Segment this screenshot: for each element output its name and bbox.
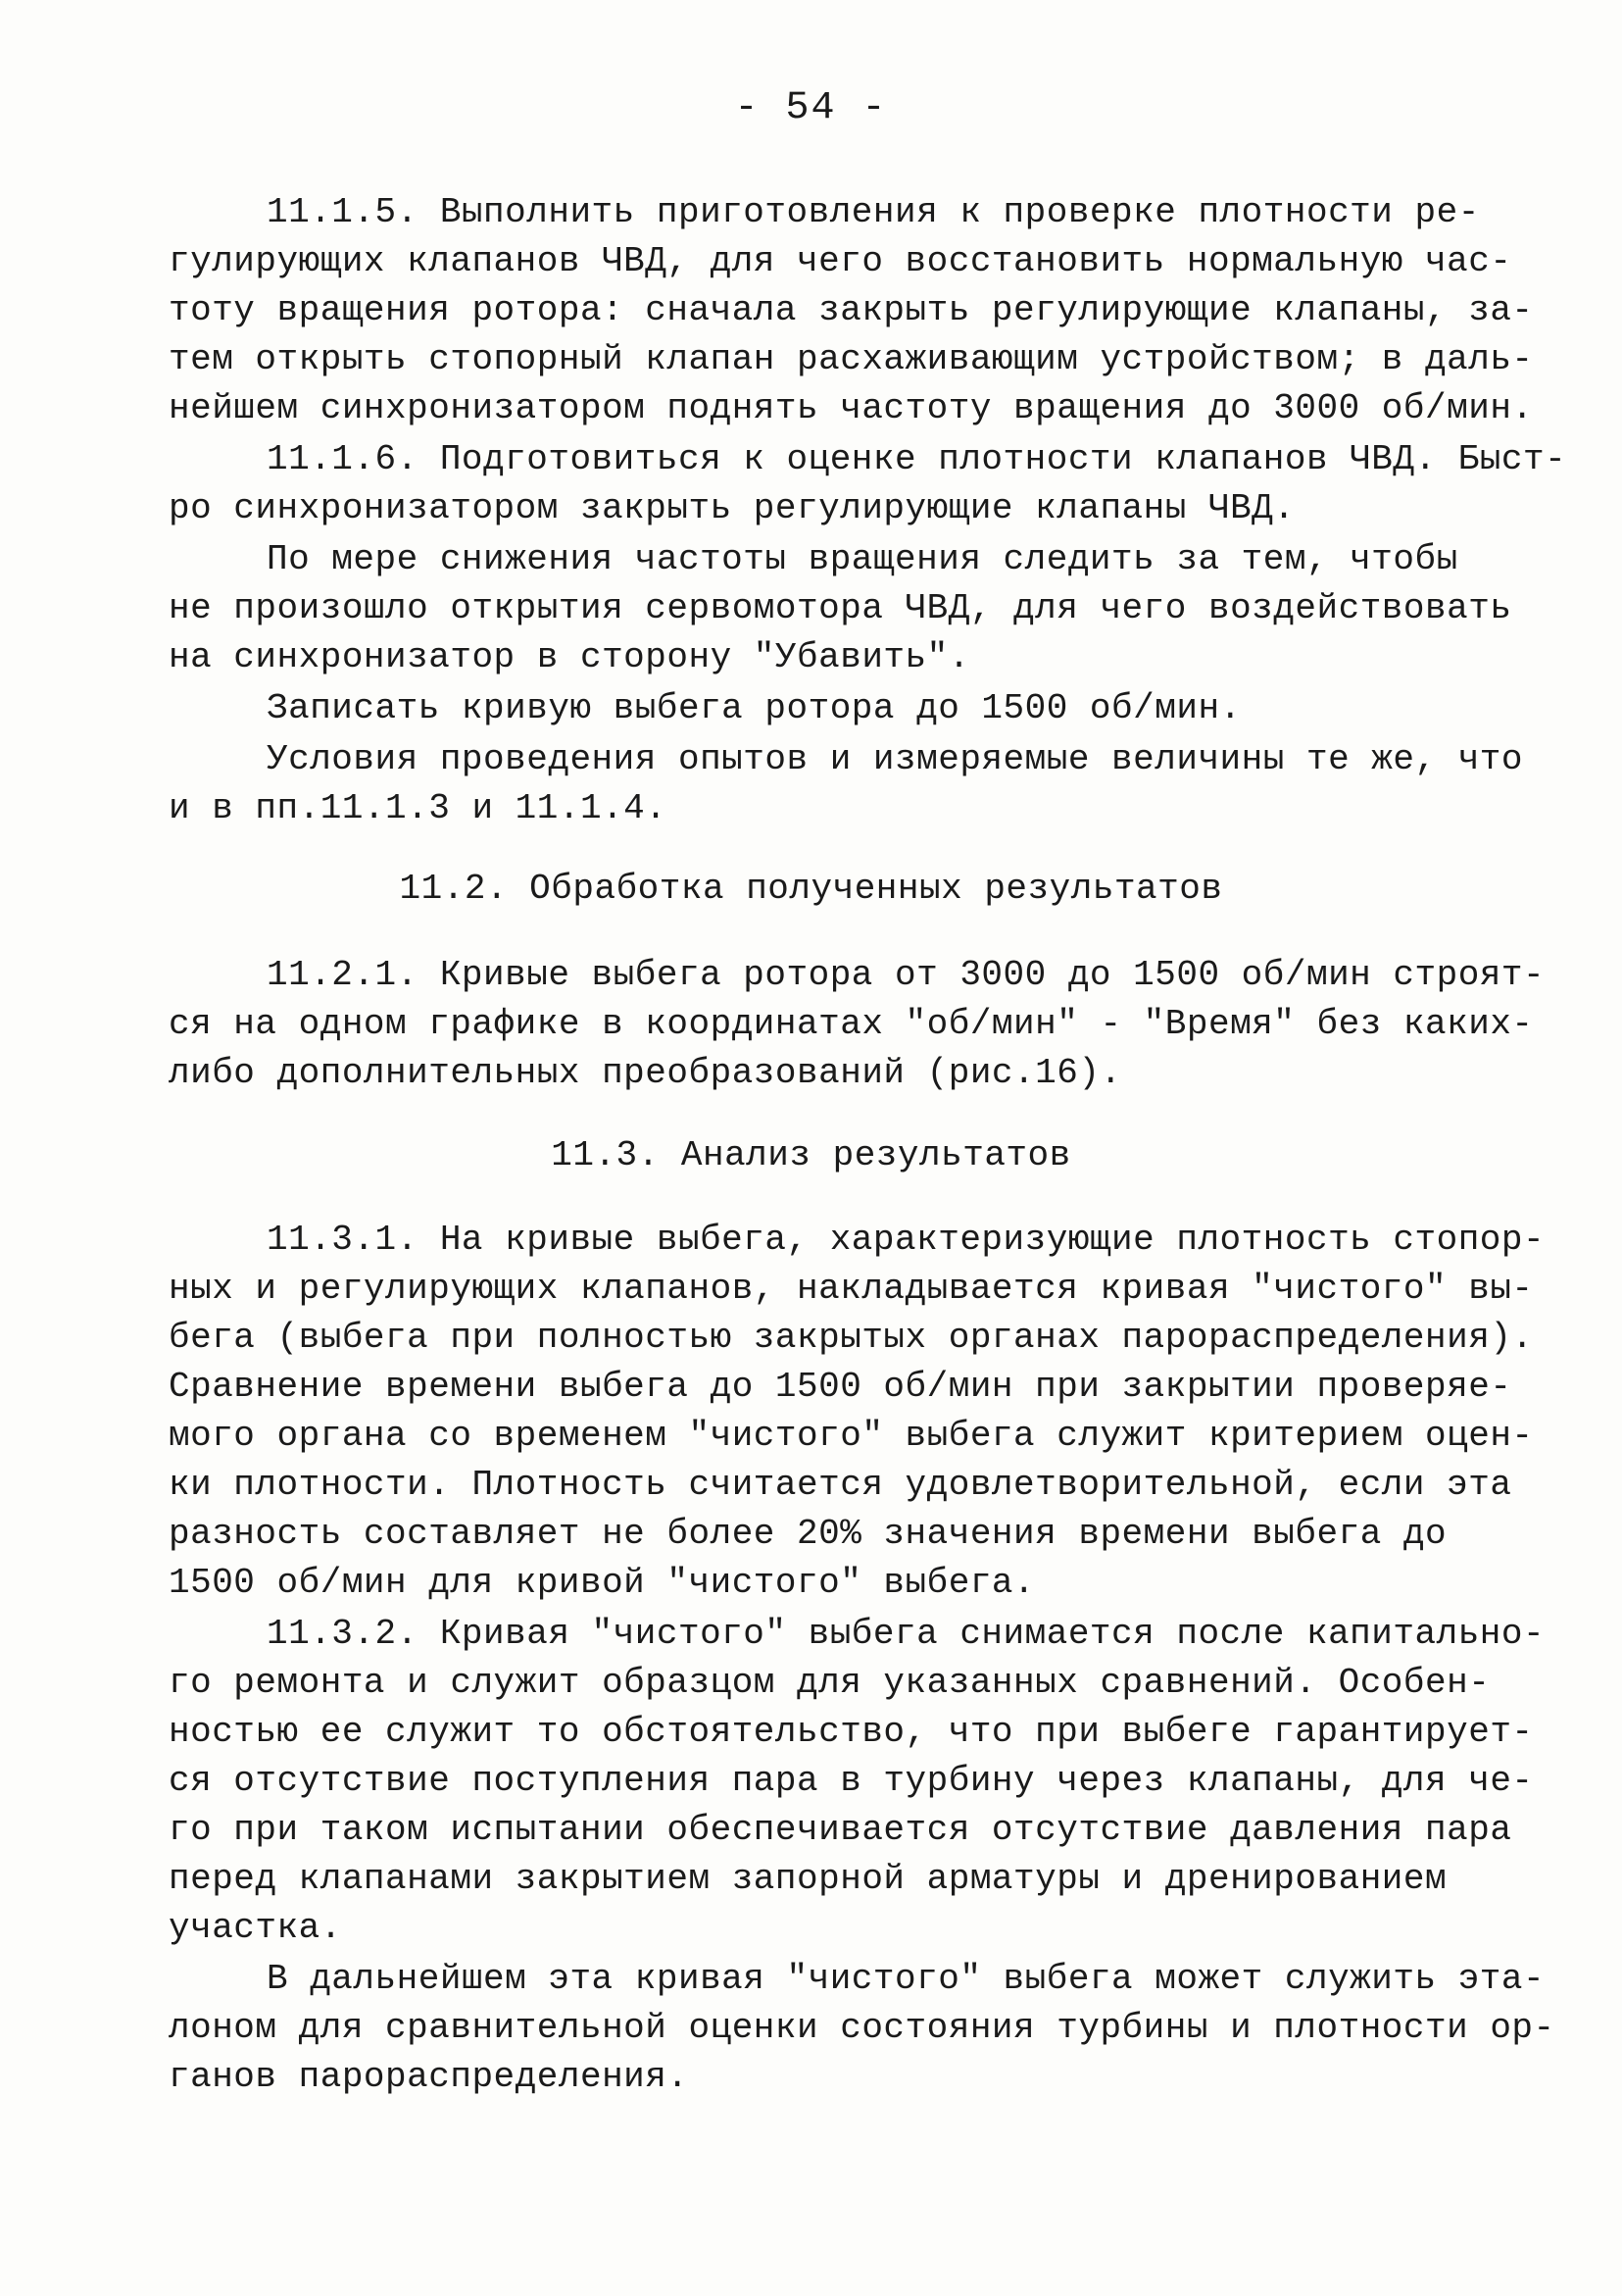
text-line: 11.1.6. Подготовиться к оценке плотности клапанов ЧВД. Быст- xyxy=(267,439,1567,479)
text-line: В дальнейшем эта кривая "чистого" выбега может служить эта- xyxy=(267,1959,1546,1999)
text-line: 11.3.2. Кривая "чистого" выбега снимается после капитально- xyxy=(267,1614,1546,1654)
text-line: нейшем синхронизатором поднять частоту вращения до 3000 об/мин. xyxy=(169,388,1534,428)
text-line: ся на одном графике в координатах "об/мин" - "Время" без каких- xyxy=(169,1004,1534,1044)
text-line: По мере снижения частоты вращения следить за тем, чтобы xyxy=(267,539,1458,579)
text-line: лоном для сравнительной оценки состояния турбины и плотности ор- xyxy=(169,2008,1555,2048)
text-line: го при таком испытании обеспечивается отсутствие давления пара xyxy=(169,1810,1512,1850)
text-line: разность составляет не более 20% значения времени выбега до xyxy=(169,1514,1448,1554)
text-line: Условия проведения опытов и измеряемые величины те же, что xyxy=(267,739,1524,779)
text-line: либо дополнительных преобразований (рис.16). xyxy=(169,1053,1122,1093)
text-line: ностью ее служит то обстоятельство, что при выбеге гарантирует- xyxy=(169,1712,1534,1752)
section-heading: 11.3. Анализ результатов xyxy=(551,1135,1071,1175)
text-line: тоту вращения ротора: сначала закрыть регулирующие клапаны, за- xyxy=(169,290,1534,330)
text-line: ро синхронизатором закрыть регулирующие клапаны ЧВД. xyxy=(169,488,1296,528)
text-line: перед клапанами закрытием запорной арматуры и дренированием xyxy=(169,1859,1448,1899)
text-line: бега (выбега при полностью закрытых органах парораспределения). xyxy=(169,1318,1534,1358)
text-line: ганов парораспределения. xyxy=(169,2057,689,2097)
text-line: мого органа со временем "чистого" выбега служит критерием оцен- xyxy=(169,1416,1534,1456)
text-line: ки плотности. Плотность считается удовлетворительной, если эта xyxy=(169,1465,1512,1505)
page-number: - 54 - xyxy=(734,86,888,130)
text-line: участка. xyxy=(169,1908,342,1948)
text-line: тем открыть стопорный клапан расхаживающим устройством; в даль- xyxy=(169,339,1534,379)
text-line: гулирующих клапанов ЧВД, для чего восстановить нормальную час- xyxy=(169,241,1512,281)
text-line: го ремонта и служит образцом для указанных сравнений. Особен- xyxy=(169,1663,1491,1703)
text-line: на синхронизатор в сторону "Убавить". xyxy=(169,637,970,677)
section-heading: 11.2. Обработка полученных результатов xyxy=(399,869,1223,909)
text-line: Сравнение времени выбега до 1500 об/мин при закрытии проверяе- xyxy=(169,1367,1512,1407)
text-line: 11.1.5. Выполнить приготовления к проверке плотности ре- xyxy=(267,192,1480,232)
text-line: 11.2.1. Кривые выбега ротора от 3000 до 1500 об/мин строят- xyxy=(267,955,1546,995)
text-line: 11.3.1. На кривые выбега, характеризующие плотность стопор- xyxy=(267,1220,1546,1260)
text-line: Записать кривую выбега ротора до 1500 об/мин. xyxy=(267,688,1242,728)
text-line: 1500 об/мин для кривой "чистого" выбега. xyxy=(169,1563,1036,1603)
text-line: и в пп.11.1.3 и 11.1.4. xyxy=(169,788,667,828)
text-line: ся отсутствие поступления пара в турбину через клапаны, для че- xyxy=(169,1761,1534,1801)
text-line: не произошло открытия сервомотора ЧВД, для чего воздействовать xyxy=(169,588,1512,628)
text-line: ных и регулирующих клапанов, накладывается кривая "чистого" вы- xyxy=(169,1269,1534,1309)
